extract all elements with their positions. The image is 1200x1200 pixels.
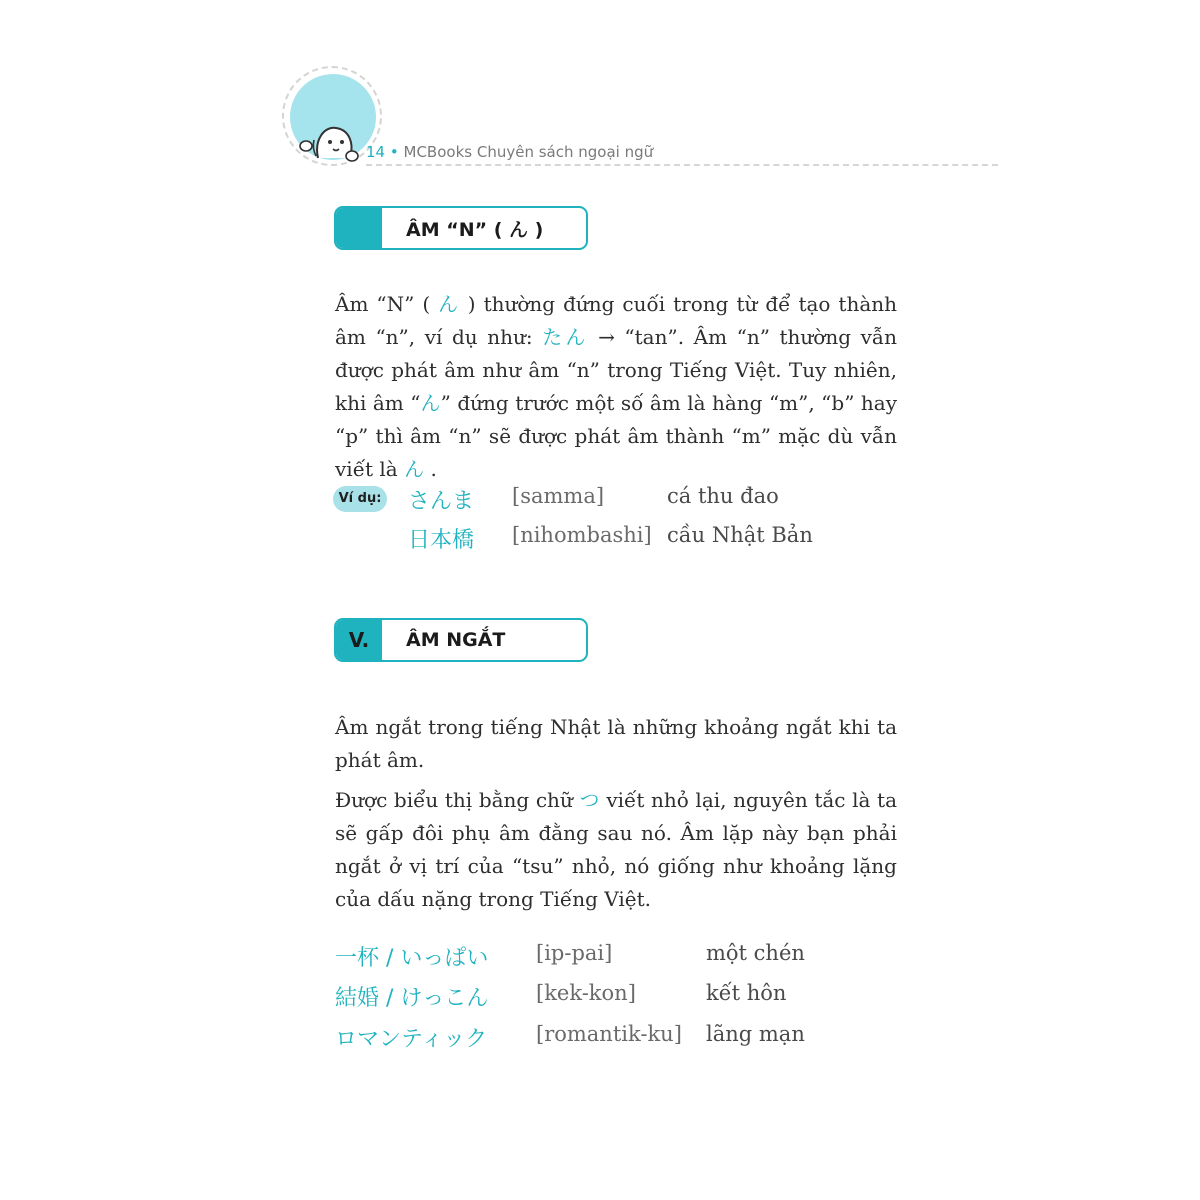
paragraph-am-ngat-1: Âm ngắt trong tiếng Nhật là những khoảng ngắt khi ta phát âm. bbox=[335, 715, 897, 772]
example-meaning: một chén bbox=[706, 941, 805, 965]
example-japanese: ロマンティック bbox=[335, 1027, 488, 1052]
text-run: → “tan”. Âm “n” thường vẫn được phát âm như âm “n” trong Tiếng Việt. Tuy nhiên, khi âm “ bbox=[335, 325, 898, 415]
text-run: viết nhỏ lại, nguyên tắc là ta sẽ gấp đôi phụ âm đằng sau nó. Âm lặp này bạn phải ngắt ở vị trí của “tsu” nhỏ, nó giống như khoảng lặng của dấu nặng trong Tiếng Việt. bbox=[335, 788, 898, 911]
kana-tan: たん bbox=[542, 325, 589, 349]
example-japanese: 一杯 / いっぱい bbox=[335, 946, 489, 971]
text-run: . bbox=[430, 457, 437, 481]
section-title: ÂM NGẮT bbox=[406, 629, 506, 651]
kana-n: ん bbox=[404, 457, 425, 481]
example-japanese: 日本橋 bbox=[408, 528, 475, 553]
header-dashed-line bbox=[366, 164, 998, 166]
page-number: 14 bbox=[366, 143, 386, 161]
kana-n: ん bbox=[438, 292, 460, 316]
example-romaji: [nihombashi] bbox=[512, 523, 652, 547]
example-romaji: [ip-pai] bbox=[536, 941, 613, 965]
section-header-am-ngat bbox=[334, 618, 588, 662]
section-tab bbox=[336, 208, 382, 248]
section-number: V. bbox=[336, 620, 382, 660]
example-romaji: [kek-kon] bbox=[536, 981, 636, 1005]
running-header bbox=[366, 143, 653, 161]
text-run: ) thường đứng cuối trong từ để tạo thành âm “n”, ví dụ như: bbox=[335, 292, 898, 349]
example-meaning: cá thu đao bbox=[667, 484, 779, 508]
example-meaning: kết hôn bbox=[706, 981, 787, 1005]
kana-tsu: つ bbox=[579, 788, 600, 812]
kana-n: ん bbox=[420, 391, 441, 415]
example-japanese: さんま bbox=[408, 489, 475, 514]
example-meaning: cầu Nhật Bản bbox=[667, 523, 813, 547]
paragraph-am-n bbox=[335, 288, 897, 486]
section-header-am-n bbox=[334, 206, 588, 250]
example-romaji: [samma] bbox=[512, 484, 605, 508]
book-title: MCBooks Chuyên sách ngoại ngữ bbox=[403, 143, 654, 161]
paragraph-am-ngat-2 bbox=[335, 784, 897, 916]
example-romaji: [romantik-ku] bbox=[536, 1022, 682, 1046]
header-separator: • bbox=[389, 143, 399, 161]
text-run: Được biểu thị bằng chữ bbox=[335, 788, 580, 812]
text-run: Âm “N” ( bbox=[335, 292, 431, 316]
example-label: Ví dụ: bbox=[333, 486, 387, 512]
section-title: ÂM “N” ( ん ) bbox=[406, 218, 544, 241]
mascot-icon bbox=[296, 118, 366, 166]
text-run: ” đứng trước một số âm là hàng “m”, “b” hay “p” thì âm “n” sẽ được phát âm thành “m” mặc dù vẫn viết là bbox=[335, 391, 897, 481]
example-meaning: lãng mạn bbox=[706, 1022, 805, 1046]
example-japanese: 結婚 / けっこん bbox=[335, 986, 489, 1011]
